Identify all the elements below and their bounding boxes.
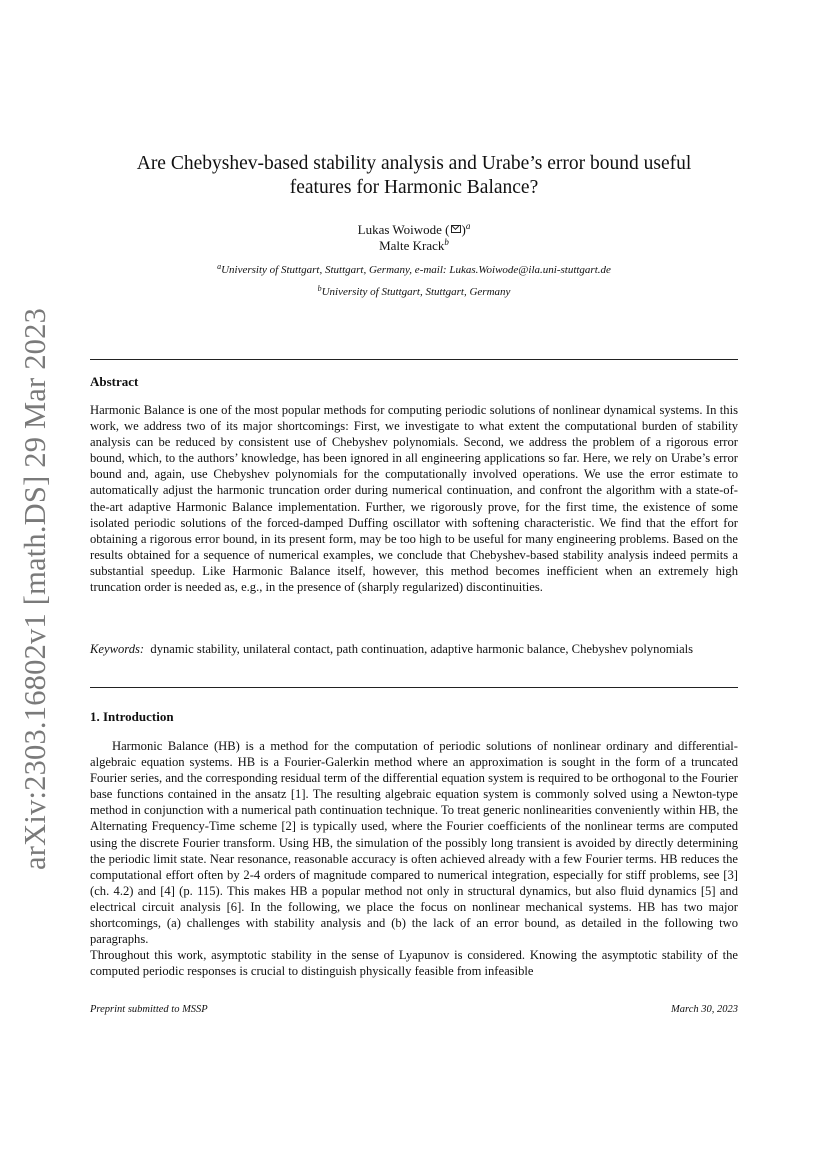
footer-date: March 30, 2023 bbox=[671, 1004, 738, 1015]
footer-preprint-note: Preprint submitted to MSSP bbox=[90, 1004, 208, 1015]
affiliation-a-marker: a bbox=[217, 262, 222, 271]
section-heading-introduction: 1. Introduction bbox=[90, 709, 174, 724]
affiliation-b-text: University of Stuttgart, Stuttgart, Germany bbox=[321, 286, 511, 298]
keywords bbox=[90, 641, 738, 657]
keywords-text: dynamic stability, unilateral contact, path continuation, adaptive harmonic balance, Chebyshev polynomials bbox=[150, 642, 694, 656]
title-line-1: Are Chebyshev-based stability analysis and Urabe’s error bound useful bbox=[136, 153, 692, 174]
abstract-bottom-rule bbox=[90, 687, 738, 688]
author-2-marker: b bbox=[444, 237, 449, 247]
abstract-top-rule bbox=[90, 359, 738, 360]
title-line-2: features for Harmonic Balance? bbox=[289, 177, 539, 198]
affiliation-b bbox=[90, 285, 738, 299]
envelope-icon bbox=[451, 225, 461, 233]
intro-paragraph-2: Throughout this work, asymptotic stability in the sense of Lyapunov is considered. Knowing the asymptotic stability of the computed periodic responses is crucial to distinguish physically feasible from infeasible bbox=[90, 948, 738, 979]
abstract-text: Harmonic Balance is one of the most popular methods for computing periodic solutions of nonlinear dynamical systems. In this work, we address two of its major shortcomings: First, we investigate to what extent the computational burden of stability analysis can be reduced by consistent use of Chebyshev polynomials. Second, we address the problem of a rigorous error bound, which, to the authors’ knowledge, has been ignored in all engineering applications so far. Here, we rely on Urabe’s error bound and, again, use Chebyshev polynomials for the computationally involved operations. We use the error estimate to automatically adjust the harmonic truncation order during numerical continuation, and confront the algorithm with a state-of-the-art adaptive Harmonic Balance implementation. Further, we rigorously prove, for the first time, the existence of some isolated periodic solutions of the forced-damped Duffing oscillator with softening characteristic. We find that the effort for obtaining a rigorous error bound, in its present form, may be too high to be useful for many engineering problems. Based on the results obtained for a sequence of numerical examples, we conclude that Chebyshev-based stability analysis indeed permits a substantial speedup. Like Harmonic Balance itself, however, this method becomes inefficient when an extremely high truncation order is needed as, e.g., in the presence of (sharply regularized) discontinuities. bbox=[90, 403, 738, 595]
author-1-marker: a bbox=[465, 221, 471, 231]
author-2 bbox=[90, 238, 738, 254]
intro-paragraph-1: Harmonic Balance (HB) is a method for the computation of periodic solutions of nonlinear ordinary and differential-algebraic equation systems. HB is a Fourier-Galerkin method where an approximation is sought in the form of a truncated Fourier series, and the corresponding residual term of the differential equation system is required to be orthogonal to the Fourier base functions contained in the ansatz [1]. The resulting algebraic equation system is commonly solved using a Newton-type method in conjunction with a numerical path continuation technique. To treat generic nonlinearities conveniently within HB, the Alternating Frequency-Time scheme [2] is typically used, where the Fourier coefficients of the nonlinear terms are computed using the discrete Fourier transform. Using HB, the simulation of the possibly long transient is avoided by directly determining the periodic limit state. Near resonance, reasonable accuracy is often achieved already with a few Fourier terms. HB reduces the computational effort often by 2-4 orders of magnitude compared to numerical integration, especially for stiff problems, see [3] (ch. 4.2) and [4] (p. 115). This makes HB a popular method not only in structural dynamics, but also fluid dynamics [5] and electrical circuit analysis [6]. In the following, we place the focus on nonlinear mechanical systems. HB has two major shortcomings, (a) challenges with stability analysis and (b) the lack of an error bound, as detailed in the following two paragraphs. bbox=[90, 739, 738, 947]
arxiv-identifier-stamp: arXiv:2303.16802v1 [math.DS] 29 Mar 2023 bbox=[18, 307, 52, 870]
author-list bbox=[90, 222, 738, 254]
author-1-name: Lukas Woiwode bbox=[357, 222, 442, 237]
author-2-name: Malte Krack bbox=[379, 238, 445, 253]
affiliation-a-text: University of Stuttgart, Stuttgart, Germany, e-mail: Lukas.Woiwode@ila.uni-stuttgart.de bbox=[221, 264, 611, 276]
keywords-label: Keywords: bbox=[90, 642, 145, 656]
abstract-heading: Abstract bbox=[90, 374, 139, 389]
paper-title bbox=[90, 152, 738, 200]
affiliation-a bbox=[90, 263, 738, 277]
introduction-body bbox=[90, 738, 738, 979]
affiliation-b-marker: b bbox=[317, 284, 322, 293]
author-1: Lukas Woiwode ( )$^a$ bbox=[357, 221, 471, 237]
